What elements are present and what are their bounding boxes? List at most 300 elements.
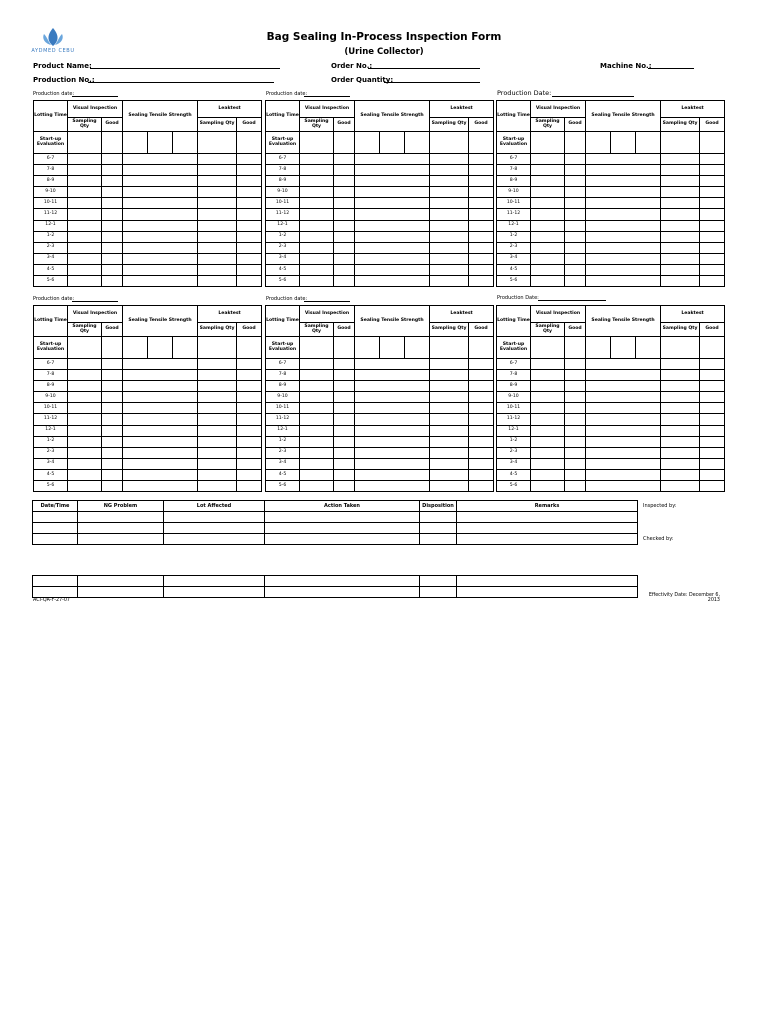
entry-cell[interactable]: [102, 381, 123, 392]
entry-cell[interactable]: [198, 447, 237, 458]
entry-cell[interactable]: [531, 337, 565, 359]
entry-cell[interactable]: [700, 198, 725, 209]
entry-cell[interactable]: [237, 154, 262, 165]
entry-cell[interactable]: [661, 220, 700, 231]
entry-cell[interactable]: [531, 370, 565, 381]
entry-cell[interactable]: [405, 132, 430, 154]
entry-cell[interactable]: [700, 176, 725, 187]
entry-cell[interactable]: [123, 447, 198, 458]
entry-cell[interactable]: [237, 276, 262, 287]
product-name-field[interactable]: [90, 68, 280, 69]
entry-cell[interactable]: [68, 381, 102, 392]
entry-cell[interactable]: [123, 458, 198, 469]
entry-cell[interactable]: [198, 154, 237, 165]
entry-cell[interactable]: [102, 209, 123, 220]
entry-cell[interactable]: [700, 165, 725, 176]
entry-cell[interactable]: [565, 381, 586, 392]
entry-cell[interactable]: [565, 392, 586, 403]
entry-cell[interactable]: [430, 187, 469, 198]
entry-cell[interactable]: [102, 165, 123, 176]
entry-cell[interactable]: [469, 242, 494, 253]
entry-cell[interactable]: [586, 414, 661, 425]
entry-cell[interactable]: [68, 198, 102, 209]
entry-cell[interactable]: [123, 264, 198, 275]
entry-cell[interactable]: [148, 132, 173, 154]
entry-cell[interactable]: [355, 165, 430, 176]
entry-cell[interactable]: [300, 176, 334, 187]
entry-cell[interactable]: [661, 187, 700, 198]
entry-cell[interactable]: [355, 198, 430, 209]
entry-cell[interactable]: [565, 165, 586, 176]
entry-cell[interactable]: [700, 403, 725, 414]
entry-cell[interactable]: [355, 359, 430, 370]
entry-cell[interactable]: [430, 458, 469, 469]
entry-cell[interactable]: [661, 242, 700, 253]
production-date-field[interactable]: [304, 96, 350, 97]
entry-cell[interactable]: [700, 242, 725, 253]
entry-cell[interactable]: [102, 425, 123, 436]
entry-cell[interactable]: [469, 359, 494, 370]
entry-cell[interactable]: [565, 469, 586, 480]
entry-cell[interactable]: [68, 276, 102, 287]
entry-cell[interactable]: [334, 447, 355, 458]
entry-cell[interactable]: [334, 154, 355, 165]
entry-cell[interactable]: [300, 242, 334, 253]
entry-cell[interactable]: [469, 425, 494, 436]
entry-cell[interactable]: [636, 132, 661, 154]
entry-cell[interactable]: [430, 165, 469, 176]
entry-cell[interactable]: [469, 481, 494, 492]
entry-cell[interactable]: [355, 337, 380, 359]
entry-cell[interactable]: [68, 403, 102, 414]
entry-cell[interactable]: [198, 220, 237, 231]
entry-cell[interactable]: [565, 436, 586, 447]
entry-cell[interactable]: [469, 132, 494, 154]
entry-cell[interactable]: [430, 414, 469, 425]
entry-cell[interactable]: [661, 436, 700, 447]
entry-cell[interactable]: [531, 132, 565, 154]
entry-cell[interactable]: [68, 436, 102, 447]
entry-cell[interactable]: [355, 392, 430, 403]
entry-cell[interactable]: [430, 154, 469, 165]
entry-cell[interactable]: [469, 414, 494, 425]
entry-cell[interactable]: [334, 276, 355, 287]
entry-cell[interactable]: [237, 403, 262, 414]
entry-cell[interactable]: [123, 176, 198, 187]
entry-cell[interactable]: [430, 436, 469, 447]
entry-cell[interactable]: [469, 337, 494, 359]
machine-no-field[interactable]: [648, 68, 694, 69]
entry-cell[interactable]: [586, 447, 661, 458]
entry-cell[interactable]: [661, 381, 700, 392]
entry-cell[interactable]: [355, 231, 430, 242]
entry-cell[interactable]: [355, 209, 430, 220]
entry-cell[interactable]: [198, 132, 237, 154]
entry-cell[interactable]: [355, 447, 430, 458]
entry-cell[interactable]: [469, 253, 494, 264]
log-row[interactable]: [33, 512, 667, 523]
entry-cell[interactable]: [700, 154, 725, 165]
entry-cell[interactable]: [355, 187, 430, 198]
entry-cell[interactable]: [565, 337, 586, 359]
entry-cell[interactable]: [68, 458, 102, 469]
entry-cell[interactable]: [565, 220, 586, 231]
entry-cell[interactable]: [661, 209, 700, 220]
entry-cell[interactable]: [198, 425, 237, 436]
entry-cell[interactable]: [102, 447, 123, 458]
entry-cell[interactable]: [198, 403, 237, 414]
entry-cell[interactable]: [586, 370, 661, 381]
entry-cell[interactable]: [531, 392, 565, 403]
entry-cell[interactable]: [531, 242, 565, 253]
entry-cell[interactable]: [102, 359, 123, 370]
entry-cell[interactable]: [700, 458, 725, 469]
entry-cell[interactable]: [198, 469, 237, 480]
entry-cell[interactable]: [430, 198, 469, 209]
entry-cell[interactable]: [102, 154, 123, 165]
entry-cell[interactable]: [334, 481, 355, 492]
production-date-field[interactable]: [72, 96, 118, 97]
entry-cell[interactable]: [102, 132, 123, 154]
entry-cell[interactable]: [102, 481, 123, 492]
entry-cell[interactable]: [300, 425, 334, 436]
entry-cell[interactable]: [198, 231, 237, 242]
log-row[interactable]: [33, 534, 667, 545]
entry-cell[interactable]: [237, 264, 262, 275]
entry-cell[interactable]: [531, 381, 565, 392]
entry-cell[interactable]: [237, 481, 262, 492]
entry-cell[interactable]: [700, 469, 725, 480]
entry-cell[interactable]: [430, 447, 469, 458]
entry-cell[interactable]: [565, 414, 586, 425]
entry-cell[interactable]: [661, 264, 700, 275]
entry-cell[interactable]: [334, 187, 355, 198]
entry-cell[interactable]: [237, 253, 262, 264]
entry-cell[interactable]: [661, 359, 700, 370]
entry-cell[interactable]: [198, 187, 237, 198]
entry-cell[interactable]: [300, 392, 334, 403]
entry-cell[interactable]: [700, 231, 725, 242]
entry-cell[interactable]: [469, 220, 494, 231]
entry-cell[interactable]: [380, 132, 405, 154]
entry-cell[interactable]: [430, 231, 469, 242]
entry-cell[interactable]: [700, 253, 725, 264]
entry-cell[interactable]: [102, 220, 123, 231]
entry-cell[interactable]: [237, 176, 262, 187]
entry-cell[interactable]: [565, 403, 586, 414]
entry-cell[interactable]: [123, 242, 198, 253]
entry-cell[interactable]: [469, 231, 494, 242]
entry-cell[interactable]: [355, 154, 430, 165]
entry-cell[interactable]: [430, 264, 469, 275]
entry-cell[interactable]: [469, 264, 494, 275]
entry-cell[interactable]: [123, 165, 198, 176]
entry-cell[interactable]: [586, 425, 661, 436]
entry-cell[interactable]: [334, 132, 355, 154]
entry-cell[interactable]: [102, 436, 123, 447]
entry-cell[interactable]: [586, 242, 661, 253]
entry-cell[interactable]: [700, 447, 725, 458]
entry-cell[interactable]: [565, 242, 586, 253]
entry-cell[interactable]: [123, 469, 198, 480]
entry-cell[interactable]: [700, 436, 725, 447]
entry-cell[interactable]: [237, 447, 262, 458]
entry-cell[interactable]: [334, 209, 355, 220]
entry-cell[interactable]: [430, 425, 469, 436]
entry-cell[interactable]: [661, 481, 700, 492]
entry-cell[interactable]: [334, 220, 355, 231]
entry-cell[interactable]: [430, 176, 469, 187]
entry-cell[interactable]: [123, 198, 198, 209]
entry-cell[interactable]: [565, 276, 586, 287]
entry-cell[interactable]: [68, 253, 102, 264]
entry-cell[interactable]: [237, 187, 262, 198]
entry-cell[interactable]: [102, 242, 123, 253]
entry-cell[interactable]: [586, 469, 661, 480]
entry-cell[interactable]: [123, 220, 198, 231]
entry-cell[interactable]: [123, 231, 198, 242]
entry-cell[interactable]: [68, 447, 102, 458]
entry-cell[interactable]: [148, 337, 173, 359]
entry-cell[interactable]: [300, 253, 334, 264]
entry-cell[interactable]: [198, 165, 237, 176]
entry-cell[interactable]: [700, 276, 725, 287]
entry-cell[interactable]: [586, 198, 661, 209]
entry-cell[interactable]: [68, 209, 102, 220]
entry-cell[interactable]: [355, 481, 430, 492]
entry-cell[interactable]: [661, 132, 700, 154]
entry-cell[interactable]: [355, 436, 430, 447]
entry-cell[interactable]: [237, 458, 262, 469]
entry-cell[interactable]: [198, 414, 237, 425]
entry-cell[interactable]: [586, 403, 661, 414]
entry-cell[interactable]: [586, 392, 661, 403]
entry-cell[interactable]: [198, 370, 237, 381]
entry-cell[interactable]: [68, 187, 102, 198]
entry-cell[interactable]: [300, 447, 334, 458]
entry-cell[interactable]: [586, 253, 661, 264]
entry-cell[interactable]: [355, 381, 430, 392]
entry-cell[interactable]: [469, 458, 494, 469]
entry-cell[interactable]: [469, 469, 494, 480]
entry-cell[interactable]: [430, 209, 469, 220]
entry-cell[interactable]: [531, 220, 565, 231]
entry-cell[interactable]: [611, 337, 636, 359]
entry-cell[interactable]: [430, 469, 469, 480]
entry-cell[interactable]: [586, 187, 661, 198]
entry-cell[interactable]: [531, 154, 565, 165]
entry-cell[interactable]: [586, 359, 661, 370]
entry-cell[interactable]: [586, 231, 661, 242]
entry-cell[interactable]: [586, 276, 661, 287]
entry-cell[interactable]: [102, 392, 123, 403]
entry-cell[interactable]: [198, 276, 237, 287]
entry-cell[interactable]: [198, 381, 237, 392]
entry-cell[interactable]: [355, 414, 430, 425]
entry-cell[interactable]: [123, 253, 198, 264]
entry-cell[interactable]: [334, 198, 355, 209]
entry-cell[interactable]: [469, 381, 494, 392]
entry-cell[interactable]: [198, 458, 237, 469]
entry-cell[interactable]: [300, 458, 334, 469]
entry-cell[interactable]: [68, 370, 102, 381]
entry-cell[interactable]: [531, 403, 565, 414]
entry-cell[interactable]: [661, 276, 700, 287]
entry-cell[interactable]: [102, 414, 123, 425]
entry-cell[interactable]: [700, 132, 725, 154]
entry-cell[interactable]: [565, 154, 586, 165]
entry-cell[interactable]: [531, 414, 565, 425]
entry-cell[interactable]: [334, 165, 355, 176]
entry-cell[interactable]: [586, 458, 661, 469]
entry-cell[interactable]: [565, 253, 586, 264]
entry-cell[interactable]: [700, 220, 725, 231]
entry-cell[interactable]: [469, 436, 494, 447]
entry-cell[interactable]: [700, 481, 725, 492]
entry-cell[interactable]: [700, 381, 725, 392]
entry-cell[interactable]: [300, 165, 334, 176]
entry-cell[interactable]: [173, 337, 198, 359]
entry-cell[interactable]: [565, 359, 586, 370]
entry-cell[interactable]: [430, 481, 469, 492]
entry-cell[interactable]: [173, 132, 198, 154]
entry-cell[interactable]: [661, 253, 700, 264]
entry-cell[interactable]: [334, 392, 355, 403]
entry-cell[interactable]: [586, 264, 661, 275]
entry-cell[interactable]: [237, 436, 262, 447]
entry-cell[interactable]: [661, 447, 700, 458]
entry-cell[interactable]: [565, 176, 586, 187]
entry-cell[interactable]: [300, 481, 334, 492]
entry-cell[interactable]: [355, 276, 430, 287]
entry-cell[interactable]: [586, 176, 661, 187]
entry-cell[interactable]: [198, 436, 237, 447]
order-no-field[interactable]: [368, 68, 480, 69]
entry-cell[interactable]: [102, 469, 123, 480]
entry-cell[interactable]: [237, 359, 262, 370]
entry-cell[interactable]: [611, 132, 636, 154]
entry-cell[interactable]: [237, 381, 262, 392]
entry-cell[interactable]: [334, 469, 355, 480]
entry-cell[interactable]: [531, 425, 565, 436]
entry-cell[interactable]: [661, 176, 700, 187]
entry-cell[interactable]: [300, 276, 334, 287]
entry-cell[interactable]: [334, 414, 355, 425]
entry-cell[interactable]: [300, 154, 334, 165]
entry-cell[interactable]: [123, 187, 198, 198]
entry-cell[interactable]: [586, 165, 661, 176]
entry-cell[interactable]: [469, 187, 494, 198]
entry-cell[interactable]: [68, 337, 102, 359]
entry-cell[interactable]: [531, 176, 565, 187]
entry-cell[interactable]: [237, 231, 262, 242]
entry-cell[interactable]: [700, 392, 725, 403]
entry-cell[interactable]: [661, 425, 700, 436]
entry-cell[interactable]: [102, 370, 123, 381]
entry-cell[interactable]: [123, 209, 198, 220]
entry-cell[interactable]: [565, 481, 586, 492]
entry-cell[interactable]: [469, 447, 494, 458]
entry-cell[interactable]: [102, 264, 123, 275]
entry-cell[interactable]: [531, 198, 565, 209]
entry-cell[interactable]: [355, 132, 380, 154]
entry-cell[interactable]: [355, 370, 430, 381]
entry-cell[interactable]: [68, 359, 102, 370]
entry-cell[interactable]: [102, 458, 123, 469]
entry-cell[interactable]: [198, 392, 237, 403]
entry-cell[interactable]: [355, 425, 430, 436]
entry-cell[interactable]: [469, 403, 494, 414]
entry-cell[interactable]: [237, 209, 262, 220]
entry-cell[interactable]: [565, 198, 586, 209]
entry-cell[interactable]: [102, 337, 123, 359]
log-row[interactable]: [33, 587, 667, 598]
entry-cell[interactable]: [531, 458, 565, 469]
entry-cell[interactable]: [661, 231, 700, 242]
entry-cell[interactable]: [531, 359, 565, 370]
entry-cell[interactable]: [300, 469, 334, 480]
entry-cell[interactable]: [565, 264, 586, 275]
entry-cell[interactable]: [237, 469, 262, 480]
entry-cell[interactable]: [300, 381, 334, 392]
entry-cell[interactable]: [334, 436, 355, 447]
log-row[interactable]: [33, 576, 667, 587]
entry-cell[interactable]: [355, 253, 430, 264]
entry-cell[interactable]: [300, 370, 334, 381]
entry-cell[interactable]: [334, 231, 355, 242]
entry-cell[interactable]: [355, 220, 430, 231]
entry-cell[interactable]: [237, 392, 262, 403]
entry-cell[interactable]: [334, 425, 355, 436]
entry-cell[interactable]: [430, 220, 469, 231]
entry-cell[interactable]: [237, 425, 262, 436]
entry-cell[interactable]: [586, 481, 661, 492]
entry-cell[interactable]: [102, 176, 123, 187]
entry-cell[interactable]: [531, 436, 565, 447]
entry-cell[interactable]: [586, 132, 611, 154]
entry-cell[interactable]: [68, 425, 102, 436]
entry-cell[interactable]: [123, 276, 198, 287]
entry-cell[interactable]: [430, 276, 469, 287]
entry-cell[interactable]: [430, 370, 469, 381]
entry-cell[interactable]: [300, 403, 334, 414]
entry-cell[interactable]: [102, 231, 123, 242]
entry-cell[interactable]: [334, 381, 355, 392]
entry-cell[interactable]: [661, 392, 700, 403]
entry-cell[interactable]: [469, 209, 494, 220]
entry-cell[interactable]: [123, 436, 198, 447]
entry-cell[interactable]: [700, 264, 725, 275]
entry-cell[interactable]: [334, 458, 355, 469]
entry-cell[interactable]: [300, 209, 334, 220]
entry-cell[interactable]: [565, 231, 586, 242]
entry-cell[interactable]: [123, 481, 198, 492]
entry-cell[interactable]: [661, 458, 700, 469]
entry-cell[interactable]: [469, 176, 494, 187]
entry-cell[interactable]: [430, 253, 469, 264]
entry-cell[interactable]: [355, 242, 430, 253]
entry-cell[interactable]: [237, 370, 262, 381]
entry-cell[interactable]: [198, 264, 237, 275]
entry-cell[interactable]: [237, 165, 262, 176]
entry-cell[interactable]: [198, 253, 237, 264]
entry-cell[interactable]: [430, 337, 469, 359]
entry-cell[interactable]: [586, 436, 661, 447]
entry-cell[interactable]: [237, 337, 262, 359]
entry-cell[interactable]: [661, 198, 700, 209]
entry-cell[interactable]: [68, 481, 102, 492]
entry-cell[interactable]: [355, 264, 430, 275]
